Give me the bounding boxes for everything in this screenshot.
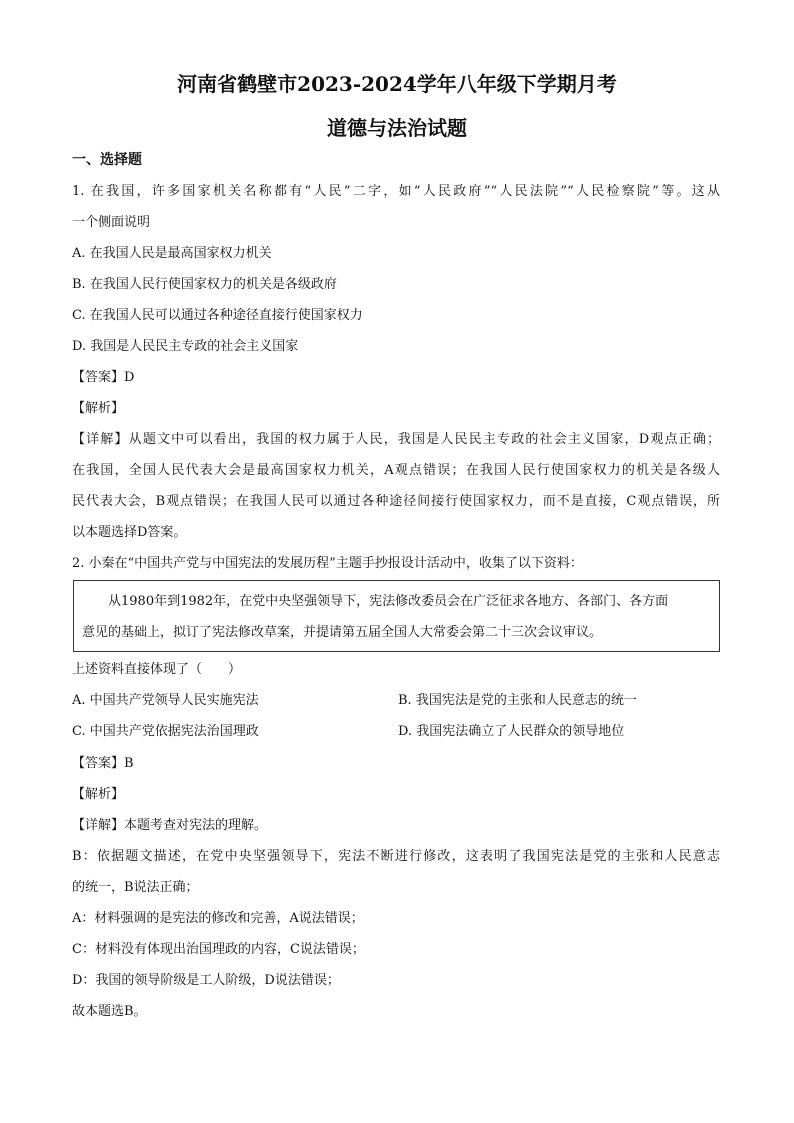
q2-material-box <box>73 580 720 652</box>
document-subtitle: 道德与法治试题 <box>327 116 467 140</box>
q1-detail-line-4: 以本题选择D答案。 <box>72 525 187 540</box>
q1-stem-line-2: 一个侧面说明 <box>72 215 151 230</box>
q1-detail-line-1: 【详解】从题文中可以看出，我国的权力属于人民，我国是人民民主专政的社会主义国家，D观点正确； <box>72 432 720 447</box>
q2-material-line-2: 意见的基础上，拟订了宪法修改草案，并提请第五届全国人大常委会第二十三次会议审议。 <box>82 625 603 640</box>
q1-option-d: D. 我国是人民民主专政的社会主义国家 <box>72 339 299 354</box>
q2-material-line-1: 从1980年到1982年，在党中央坚强领导下，宪法修改委员会在广泛征求各地方、各部门、各方面 <box>108 594 669 609</box>
q2-detail-line-5: C：材料没有体现出治国理政的内容，C说法错误； <box>72 942 365 957</box>
q2-detail-line-3: 的统一，B说法正确； <box>72 880 199 895</box>
q2-option-d: D. 我国宪法确立了人民群众的领导地位 <box>398 724 625 739</box>
document-title: 河南省鹤壁市2023-2024学年八年级下学期月考 <box>177 72 617 96</box>
q1-detail-line-2: 在我国，全国人民代表大会是最高国家权力机关，A观点错误；在我国人民行使国家权力的机关是各级人 <box>72 463 720 478</box>
q2-option-a: A. 中国共产党领导人民实施宪法 <box>72 693 259 708</box>
q2-detail-line-1: 【详解】本题考查对宪法的理解。 <box>72 818 268 833</box>
q2-option-c: C. 中国共产党依据宪法治国理政 <box>72 724 259 739</box>
q2-stem: 2. 小秦在“中国共产党与中国宪法的发展历程”主题手抄报设计活动中，收集了以下资料： <box>72 556 583 571</box>
q2-answer: 【答案】B <box>72 756 134 771</box>
q2-detail-line-4: A：材料强调的是宪法的修改和完善，A说法错误； <box>72 911 364 926</box>
q2-detail-line-6: D：我国的领导阶级是工人阶级，D说法错误； <box>72 973 340 988</box>
q1-answer: 【答案】D <box>72 370 135 385</box>
q1-option-c: C. 在我国人民可以通过各种途径直接行使国家权力 <box>72 308 363 323</box>
q1-analysis-label: 【解析】 <box>72 401 125 416</box>
q2-analysis-label: 【解析】 <box>72 787 125 802</box>
section-heading: 一、选择题 <box>72 152 142 168</box>
q1-option-a: A. 在我国人民是最高国家权力机关 <box>72 246 272 261</box>
q2-question: 上述资料直接体现了（ ） <box>72 662 242 677</box>
q1-option-b: B. 在我国人民行使国家权力的机关是各级政府 <box>72 277 337 292</box>
q2-option-b: B. 我国宪法是党的主张和人民意志的统一 <box>398 693 637 708</box>
q1-stem-line-1: 1. 在我国，许多国家机关名称都有“人民”二字，如“人民政府”“人民法院”“人民检察院”等。这从 <box>72 184 720 199</box>
q2-detail-line-7: 故本题选B。 <box>72 1004 147 1019</box>
q1-detail-line-3: 民代表大会，B观点错误；在我国人民可以通过各种途径间接行使国家权力，而不是直接，C观点错误，所 <box>72 494 720 509</box>
q2-detail-line-2: B：依据题文描述，在党中央坚强领导下，宪法不断进行修改，这表明了我国宪法是党的主张和人民意志 <box>72 849 720 864</box>
